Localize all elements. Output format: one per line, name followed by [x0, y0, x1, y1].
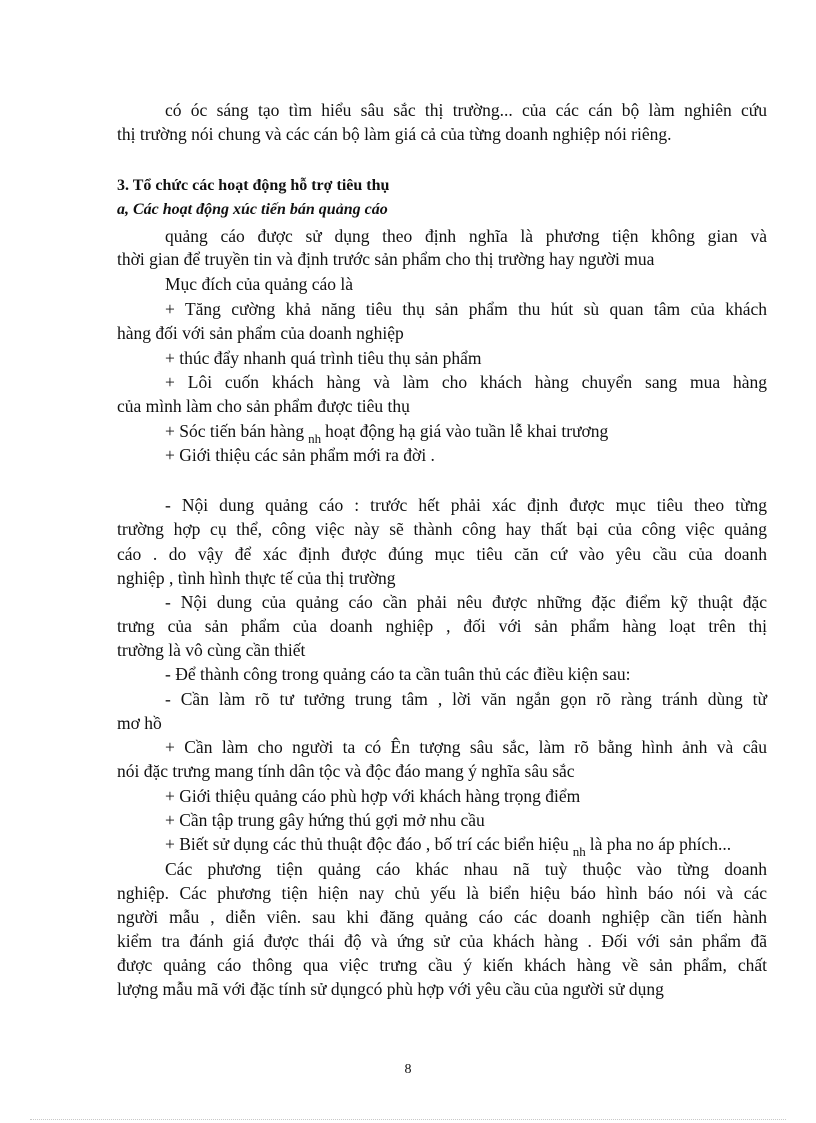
content-p5-line-2: nói đặc trưng mang tính dân tộc và độc đáo mang ý nghĩa sâu sắc	[117, 761, 575, 781]
content-p5-line-1: + Cần làm cho người ta có Ên tượng sâu sắc, làm rõ bằng hình ảnh và câu	[165, 737, 767, 757]
content-p1-line-3: cáo . do vậy để xác định được đúng mục tiêu căn cứ vào yêu cầu của doanh	[117, 544, 767, 564]
content-p9-line-5: được quảng cáo thông qua việc trưng cầu ý kiến khách hàng về sản phẩm, chất	[117, 955, 767, 975]
content-p9-line-1: Các phương tiện quảng cáo khác nhau nã tuỳ thuộc vào từng doanh	[165, 859, 767, 879]
content-p2-line-1: - Nội dung của quảng cáo cần phải nêu được những đặc điểm kỹ thuật đặc	[165, 592, 767, 612]
bullet-4-subscript: nh	[308, 431, 322, 446]
content-p8	[165, 832, 815, 858]
content-p8-text-end: là pha no áp phích...	[589, 834, 732, 854]
content-p9-line-3: người mẫu , diễn viên. sau khi đăng quảng cáo các doanh nghiệp cần tiến hành	[117, 907, 767, 927]
bullet-5: + Giới thiệu các sản phẩm mới ra đời .	[165, 445, 435, 465]
content-p2-line-2: trưng của sản phẩm của doanh nghiệp , đối với sản phẩm hàng loạt trên thị	[117, 616, 767, 636]
content-p8-subscript: nh	[572, 844, 586, 859]
bullet-1-line-1: + Tăng cường khả năng tiêu thụ sản phẩm thu hút sù quan tâm của khách	[165, 299, 767, 319]
content-p4-line-1: - Cần làm rõ tư tưởng trung tâm , lời văn ngắn gọn rõ ràng tránh dùng từ	[165, 689, 767, 709]
content-p9-line-2: nghiệp. Các phương tiện hiện nay chủ yếu là biển hiệu báo hình báo nói và các	[117, 883, 767, 903]
subsection-heading: a, Các hoạt động xúc tiến bán quảng cáo	[117, 201, 388, 218]
content-p7: + Cần tập trung gây hứng thú gợi mở nhu cầu	[165, 810, 485, 830]
content-p6: + Giới thiệu quảng cáo phù hợp với khách hàng trọng điểm	[165, 786, 581, 806]
page-number: 8	[404, 1062, 412, 1077]
page-bottom-divider	[30, 1119, 786, 1120]
content-p1-line-1: - Nội dung quảng cáo : trước hết phải xác định được mục tiêu theo từng	[165, 495, 767, 515]
intro-line-2: thị trường nói chung và các cán bộ làm giá cả của từng doanh nghiệp nói riêng.	[117, 124, 672, 144]
bullet-4-text-start: + Sóc tiến bán hàng	[165, 421, 305, 441]
bullet-4-text-end: hoạt động hạ giá vào tuần lễ khai trương	[325, 421, 609, 441]
bullet-1-line-2: hàng đối với sản phẩm của doanh nghiệp	[117, 323, 404, 343]
content-p1-line-4: nghiệp , tình hình thực tế của thị trường	[117, 568, 396, 588]
content-p9-line-4: kiểm tra đánh giá được thái độ và ứng sử của khách hàng . Đối với sản phẩm đã	[117, 931, 767, 951]
bullet-4	[165, 419, 815, 445]
bullet-3-line-1: + Lôi cuốn khách hàng và làm cho khách hàng chuyển sang mua hàng	[165, 372, 767, 392]
bullet-2: + thúc đẩy nhanh quá trình tiêu thụ sản phẩm	[165, 348, 482, 368]
intro-line-1: có óc sáng tạo tìm hiểu sâu sắc thị trường... của các cán bộ làm nghiên cứu	[165, 100, 767, 120]
content-p8-text-start: + Biết sử dụng các thủ thuật độc đáo , bố trí các biển hiệu	[165, 834, 569, 854]
content-p4-line-2: mơ hồ	[117, 713, 162, 733]
bullet-3-line-2: của mình làm cho sản phẩm được tiêu thụ	[117, 396, 410, 416]
content-p3: - Để thành công trong quảng cáo ta cần tuân thủ các điều kiện sau:	[165, 664, 631, 684]
purpose-label: Mục đích của quảng cáo là	[165, 274, 354, 294]
content-p2-line-3: trường là vô cùng cần thiết	[117, 640, 306, 660]
definition-line-2: thời gian để truyền tin và định trước sản phẩm cho thị trường hay người mua	[117, 249, 655, 269]
content-p1-line-2: trường hợp cụ thể, công việc này sẽ thành công hay thất bại của công việc quảng	[117, 519, 767, 539]
content-p9-line-6: lượng mẫu mã với đặc tính sử dụngcó phù hợp với yêu cầu của người sử dụng	[117, 979, 664, 999]
definition-line-1: quảng cáo được sử dụng theo định nghĩa là phương tiện không gian và	[165, 226, 767, 246]
section-heading: 3. Tổ chức các hoạt động hỗ trợ tiêu thụ	[117, 177, 390, 194]
